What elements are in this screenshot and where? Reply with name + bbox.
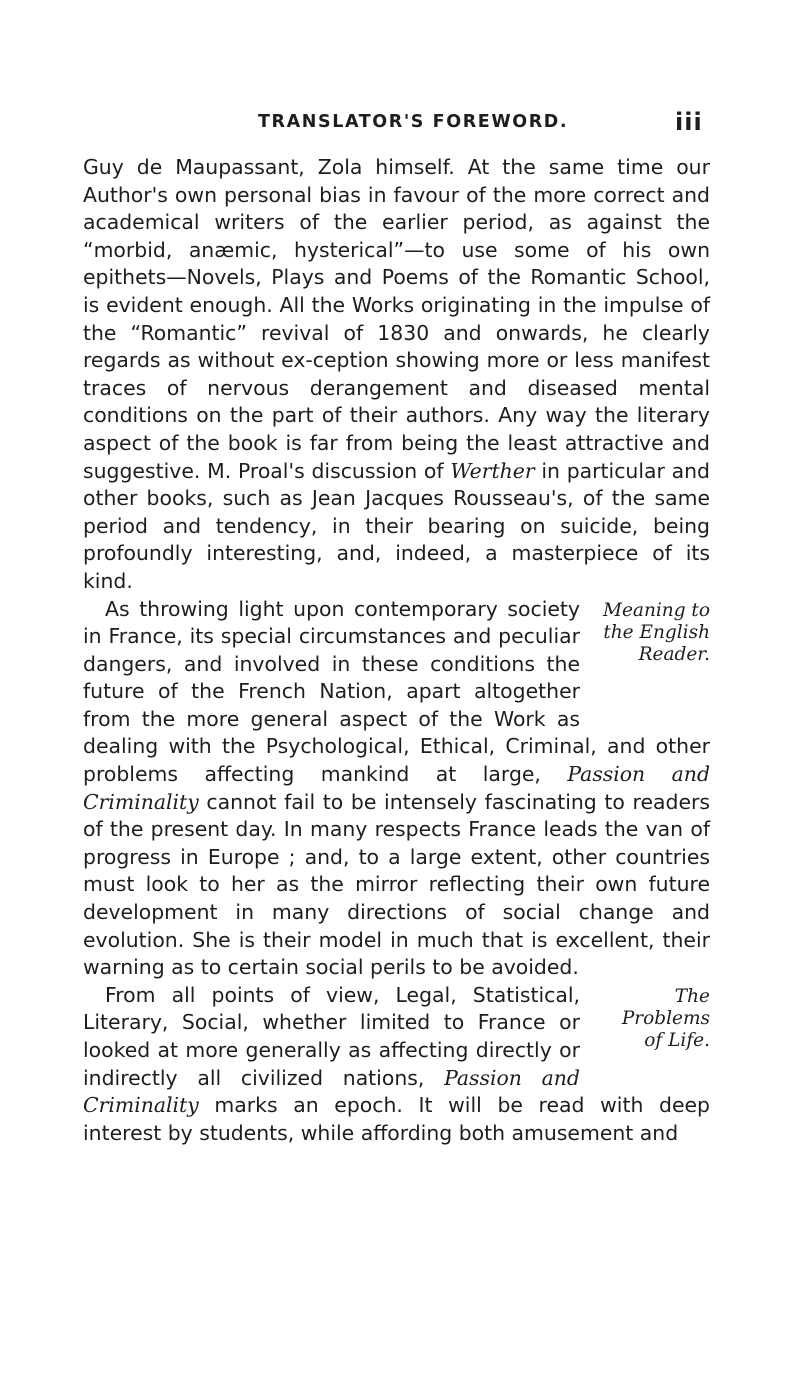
paragraph-2	[83, 596, 710, 982]
margin-note-line: Meaning to	[603, 599, 710, 621]
paragraph-1-text: Guy de Maupassant, Zola himself. At the same time our Author's own personal bias in favour of the more correct and academical writers of the earlier period, as against the “morbid, anæmic, hysterical”—to use some of his own epithets—Novels, Plays and Poems of the Romantic School, is evident enough. All the Works originating in the impulse of the “Romantic” revival of 1830 and onwards, he clearly regards as without ex-ception showing more or less manifest traces of nervous derangement and diseased mental conditions on the part of their authors. Any way the literary aspect of the book is far from being the least attractive and suggestive. M. Proal's discussion of	[83, 155, 710, 483]
page-number: iii	[675, 108, 703, 136]
margin-note-line: The Problems	[621, 985, 710, 1029]
margin-note-problems	[592, 986, 710, 1070]
paragraph-1-text-2: in particular and other books, such as Jean Jacques Rousseau's, of the same period and tendency, in their bearing on suicide, being profoundly interesting, and, indeed, a masterpiece of its kind.	[83, 458, 711, 593]
book-title-passion-criminality: Passion and Criminality	[83, 1065, 580, 1118]
margin-note-line: of Life.	[644, 1029, 710, 1051]
book-title-werther: Werther	[450, 458, 535, 483]
paragraph-1	[83, 154, 710, 596]
margin-note-line: the English	[603, 621, 710, 643]
paragraph-2-text-2: cannot fail to be intensely fascinating to readers of the present day. In many respects France leads the van of progress in Europe ; and, to a large extent, other countries must look to her as the mirror reflecting their own future development in many directions of social change and evolution. She is their model in much that is excellent, their warning as to certain social perils to be avoided.	[83, 789, 710, 980]
page-header	[0, 110, 800, 146]
body-text	[83, 154, 710, 1147]
paragraph-3-text: From all points of view, Legal, Statistical, Literary, Social, whether limited to France or looked at more generally as affecting directly or indirectly all civilized nations,	[83, 982, 580, 1090]
paragraph-3	[83, 982, 710, 1148]
running-head: TRANSLATOR'S FOREWORD.	[258, 112, 569, 132]
margin-note-meaning	[592, 600, 710, 712]
paragraph-3-text-2: marks an epoch. It will be read with deep interest by students, while affording both amusement and	[83, 1093, 710, 1145]
margin-note-line: Reader.	[638, 643, 710, 665]
paragraph-2-text: As throwing light upon contemporary society in France, its special circumstances and peculiar dangers, and involved in these conditions the future of the French Nation, apart altogether from the more general aspect of the Work as dealing with the Psychological, Ethical, Criminal, and other problems affecting mankind at large,	[83, 596, 710, 787]
book-title-passion-criminality: Passion and Criminality	[83, 762, 710, 814]
